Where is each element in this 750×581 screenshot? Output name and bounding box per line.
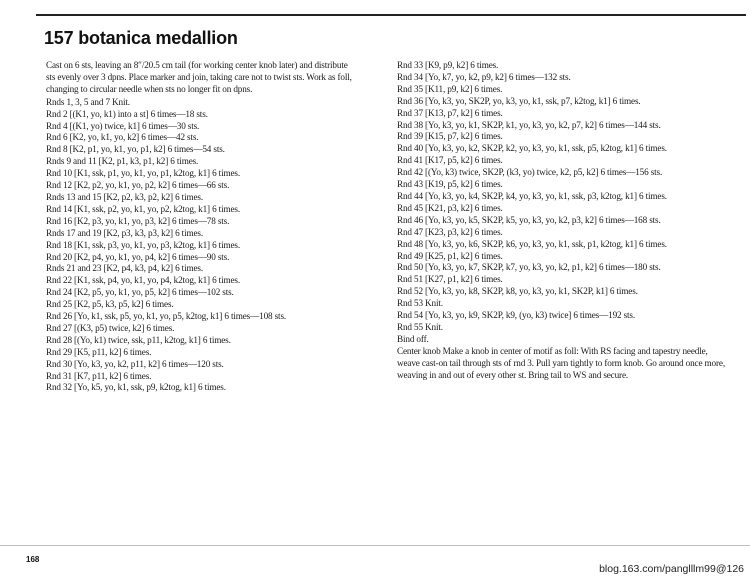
instruction-row: Rnd 39 [K15, p7, k2] 6 times. — [397, 131, 503, 142]
instruction-row: Rnd 25 [K2, p5, k3, p5, k2] 6 times. — [46, 299, 174, 310]
instruction-row: Rnd 24 [K2, p5, yo, k1, yo, p5, k2] 6 times—102 sts. — [46, 287, 234, 298]
instruction-row: Rnds 17 and 19 [K2, p3, k3, p3, k2] 6 times. — [46, 227, 203, 238]
instruction-row: Rnd 26 [Yo, k1, ssk, p5, yo, k1, yo, p5, k2tog, k1] 6 times—108 sts. — [46, 311, 287, 322]
instruction-row: Rnd 47 [K23, p3, k2] 6 times. — [397, 226, 503, 237]
top-rule — [36, 14, 746, 16]
instruction-row: Rnd 52 [Yo, k3, yo, k8, SK2P, k8, yo, k3, yo, k1, SK2P, k1] 6 times. — [397, 286, 638, 297]
instruction-row: Rnd 37 [K13, p7, k2] 6 times. — [397, 107, 503, 118]
instruction-row: Rnd 54 [Yo, k3, yo, k9, SK2P, k9, (yo, k3) twice] 6 times—192 sts. — [397, 310, 636, 321]
instruction-row: Rnd 50 [Yo, k3, yo, k7, SK2P, k7, yo, k3, yo, k2, p1, k2] 6 times—180 sts. — [397, 262, 661, 273]
instruction-row: Rnd 16 [K2, p3, yo, k1, yo, p3, k2] 6 times—78 sts. — [46, 215, 230, 226]
instruction-row: Rnd 12 [K2, p2, yo, k1, yo, p2, k2] 6 times—66 sts. — [46, 180, 230, 191]
instruction-row: Rnd 43 [K19, p5, k2] 6 times. — [397, 179, 503, 190]
instruction-row: Rnd 45 [K21, p3, k2] 6 times. — [397, 202, 503, 213]
instruction-row: Rnd 28 [(Yo, k1) twice, ssk, p11, k2tog, k1] 6 times. — [46, 334, 231, 345]
watermark: blog.163.com/panglllm99@126 — [599, 563, 744, 575]
instruction-row: Rnd 42 [(Yo, k3) twice, SK2P, (k3, yo) twice, k2, p5, k2] 6 times—156 sts. — [397, 167, 663, 178]
right-row-list — [397, 60, 727, 346]
bottom-rule — [0, 545, 750, 546]
instruction-row: Rnd 51 [K27, p1, k2] 6 times. — [397, 274, 503, 285]
instruction-row: Rnd 48 [Yo, k3, yo, k6, SK2P, k6, yo, k3, yo, k1, ssk, p1, k2tog, k1] 6 times. — [397, 238, 667, 249]
instruction-row: Rnd 18 [K1, ssk, p3, yo, k1, yo, p3, k2tog, k1] 6 times. — [46, 239, 240, 250]
instruction-row: Rnd 44 [Yo, k3, yo, k4, SK2P, k4, yo, k3, yo, k1, ssk, p3, k2tog, k1] 6 times. — [397, 190, 667, 201]
instruction-row: Rnd 46 [Yo, k3, yo, k5, SK2P, k5, yo, k3, yo, k2, p3, k2] 6 times—168 sts. — [397, 214, 661, 225]
page-number: 168 — [26, 555, 40, 564]
instruction-row: Rnd 10 [K1, ssk, p1, yo, k1, yo, p1, k2tog, k1] 6 times. — [46, 168, 240, 179]
instruction-row: Rnd 32 [Yo, k5, yo, k1, ssk, p9, k2tog, k1] 6 times. — [46, 382, 226, 393]
instruction-row: Rnd 6 [K2, yo, k1, yo, k2] 6 times—42 sts. — [46, 132, 199, 143]
instruction-row: Rnd 41 [K17, p5, k2] 6 times. — [397, 155, 503, 166]
left-column — [46, 60, 358, 394]
instruction-row: Rnd 49 [K25, p1, k2] 6 times. — [397, 250, 503, 261]
left-row-list — [46, 97, 358, 395]
instruction-row: Rnd 2 [(K1, yo, k1) into a st] 6 times—18 sts. — [46, 108, 208, 119]
finishing-paragraph: Center knob Make a knob in center of motif as foll: With RS facing and tapestry needle, weave cast-on tail through sts of rnd 3. Pull yarn tightly to form knob. Go around once more, weaving in and out of every other st. Bring tail to WS and secure. — [397, 345, 725, 380]
right-column — [397, 60, 727, 382]
instruction-row: Rnd 29 [K5, p11, k2] 6 times. — [46, 346, 152, 357]
instruction-row: Rnd 40 [Yo, k3, yo, k2, SK2P, k2, yo, k3, yo, k1, ssk, p5, k2tog, k1] 6 times. — [397, 143, 667, 154]
instruction-row: Rnd 33 [K9, p9, k2] 6 times. — [397, 60, 499, 70]
instruction-row: Rnd 55 Knit. — [397, 321, 443, 332]
instruction-row: Rnd 30 [Yo, k3, yo, k2, p11, k2] 6 times—120 sts. — [46, 358, 224, 369]
instruction-row: Rnd 34 [Yo, k7, yo, k2, p9, k2] 6 times—132 sts. — [397, 71, 571, 82]
instruction-row: Rnd 14 [K1, ssk, p2, yo, k1, yo, p2, k2tog, k1] 6 times. — [46, 203, 240, 214]
instruction-row: Rnds 1, 3, 5 and 7 Knit. — [46, 96, 130, 107]
instruction-row: Rnd 4 [(K1, yo) twice, k1] 6 times—30 sts. — [46, 120, 200, 131]
instruction-row: Rnd 8 [K2, p1, yo, k1, yo, p1, k2] 6 times—54 sts. — [46, 144, 225, 155]
intro-paragraph: Cast on 6 sts, leaving an 8″/20.5 cm tail (for working center knob later) and distribute sts evenly over 3 dpns. Place marker and join, taking care not to twist sts. Work as foll, changing to circular needle when sts no longer fit on dpns. — [46, 60, 352, 94]
page-title: 157 botanica medallion — [44, 28, 238, 48]
instruction-row: Rnd 53 Knit. — [397, 298, 443, 309]
instruction-row: Rnd 38 [Yo, k3, yo, k1, SK2P, k1, yo, k3, yo, k2, p7, k2] 6 times—144 sts. — [397, 119, 661, 130]
instruction-row: Rnd 20 [K2, p4, yo, k1, yo, p4, k2] 6 times—90 sts. — [46, 251, 230, 262]
instruction-row: Bind off. — [397, 333, 429, 344]
instruction-row: Rnd 22 [K1, ssk, p4, yo, k1, yo, p4, k2tog, k1] 6 times. — [46, 275, 240, 286]
instruction-row: Rnds 9 and 11 [K2, p1, k3, p1, k2] 6 times. — [46, 156, 199, 167]
instruction-row: Rnds 13 and 15 [K2, p2, k3, p2, k2] 6 times. — [46, 191, 203, 202]
instruction-row: Rnds 21 and 23 [K2, p4, k3, p4, k2] 6 times. — [46, 263, 203, 274]
instruction-row: Rnd 27 [(K3, p5) twice, k2] 6 times. — [46, 322, 175, 333]
instruction-row: Rnd 36 [Yo, k3, yo, SK2P, yo, k3, yo, k1, ssk, p7, k2tog, k1] 6 times. — [397, 95, 641, 106]
instruction-row: Rnd 35 [K11, p9, k2] 6 times. — [397, 83, 503, 94]
instruction-row: Rnd 31 [K7, p11, k2] 6 times. — [46, 370, 152, 381]
